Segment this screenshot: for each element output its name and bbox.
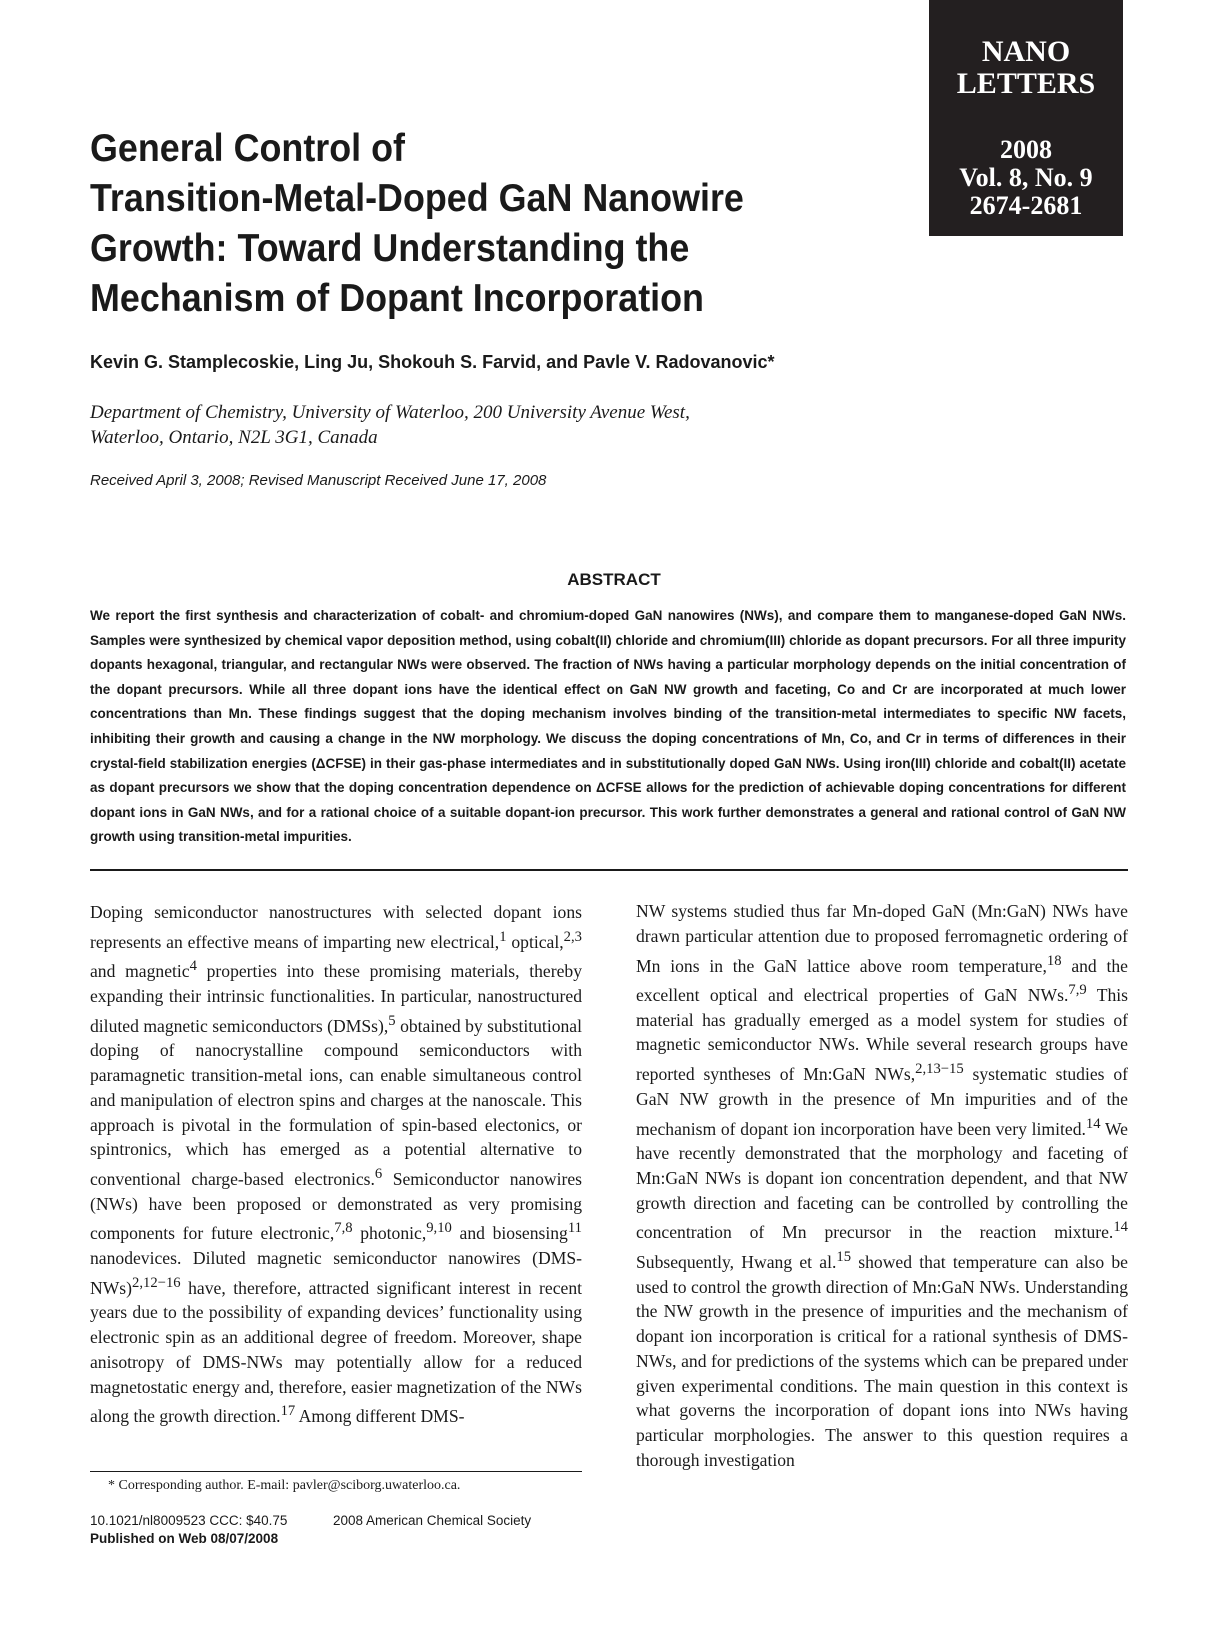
body-text: obtained by substitutional doping of nanocrystalline compound semiconductors with paramagnetic transition-metal ions, can enable simultaneous control and manipulation of electron spins and charges at the nanoscale. This approach is pivotal in the formulation of spin-based electonics, or spintronics, which has emerged as a potential alternative to conventional charge-based electronics. bbox=[90, 1015, 582, 1189]
journal-pages: 2674-2681 bbox=[969, 191, 1083, 220]
body-text: This material has gradually emerged as a model system for studies of magnetic semiconductor NWs. While several research groups have reported syntheses of Mn:GaN NWs, bbox=[636, 984, 1128, 1085]
citation-ref: 9,10 bbox=[426, 1220, 452, 1237]
journal-year: 2008 bbox=[1000, 135, 1052, 164]
body-text: We have recently demonstrated that the morphology and faceting of Mn:GaN NWs is dopant ion concentration dependent, and that NW growth direction and faceting can be controlled by controlling the concentration of Mn precursor in the reaction mixture. bbox=[636, 1118, 1128, 1243]
citation-ref: 2,12−16 bbox=[132, 1274, 181, 1291]
body-text: showed that temperature can also be used to control the growth direction of Mn:GaN NWs. Understanding the NW growth in the presence of impurities and the mechanism of dopant ion incorporation is critical for a rational synthesis of DMS-NWs, and for predictions of the systems which can be prepared under given experimental conditions. The main question in this context is what governs the incorporation of dopant ions into NWs having particular morphologies. The answer to this question requires a thorough investigation bbox=[636, 1251, 1128, 1470]
body-column-right bbox=[636, 899, 1128, 1473]
citation-ref: 6 bbox=[374, 1166, 383, 1183]
author-list: Kevin G. Stamplecoskie, Ling Ju, Shokouh S. Farvid, and Pavle V. Radovanovic* bbox=[90, 352, 775, 372]
doi-text: 10.1021/nl8009523 CCC: $40.75 bbox=[90, 1513, 288, 1528]
received-dates: Received April 3, 2008; Revised Manuscript Received June 17, 2008 bbox=[90, 472, 547, 489]
citation-ref: 2,13−15 bbox=[915, 1061, 964, 1078]
body-text: Semiconductor nanowires (NWs) have been proposed or demonstrated as very promising components for future electronic, bbox=[90, 1168, 583, 1244]
title-line: General Control of bbox=[90, 127, 405, 170]
citation-ref: 2,3 bbox=[563, 928, 582, 945]
affiliation bbox=[90, 400, 850, 450]
abstract-part: We report the first synthesis and characterization of cobalt- and chromium-doped GaN nanowires (NWs), and compare them to manganese-doped GaN NWs. Samples were synthesized by chemical vapor deposition method, using cobalt(II) chloride and chromium(III) chloride as dopant precursors. For all three impurity dopants hexagonal, triangular, and rectangular NWs were observed. The fraction of NWs having a particular morphology depends on the initial concentration of the dopant precursors. While all three dopant ions have the identical effect on GaN NW growth and faceting, Co and Cr are incorporated at much lower concentrations than Mn. These findings suggest that the doping mechanism involves binding of the transition-metal intermediates to specific NW facets, inhibiting their growth and causing a change in the NW morphology. We discuss the doping concentrations of Mn, Co, and Cr in terms of differences in their crystal-field stabilization energies bbox=[90, 608, 1126, 771]
journal-name bbox=[929, 36, 1123, 100]
abstract-text bbox=[90, 604, 1126, 850]
affiliation-line: Department of Chemistry, University of Waterloo, 200 University Avenue West, bbox=[90, 402, 690, 423]
citation-ref: 15 bbox=[836, 1249, 852, 1266]
title-line: Transition-Metal-Doped GaN Nanowire bbox=[90, 177, 744, 220]
body-text: Subsequently, Hwang et al. bbox=[636, 1251, 837, 1272]
body-text: Doping semiconductor nanostructures with selected dopant ions represents an effective means of imparting new electrical, bbox=[90, 902, 582, 952]
body-text: NW systems studied thus far Mn-doped GaN (Mn:GaN) NWs have drawn particular attention due to proposed ferromagnetic ordering of Mn ions in the GaN lattice above room temperature, bbox=[636, 901, 1128, 976]
citation-ref: 18 bbox=[1046, 952, 1062, 969]
body-text: Among different DMS- bbox=[295, 1406, 465, 1427]
journal-volume: Vol. 8, No. 9 bbox=[959, 163, 1093, 192]
body-text: properties into these promising materials, thereby expanding their intrinsic functionalities. In particular, nanostructured diluted magnetic semiconductors (DMSs), bbox=[90, 961, 582, 1036]
citation-ref: 14 bbox=[1085, 1115, 1101, 1132]
citation-ref: 14 bbox=[1113, 1219, 1128, 1236]
body-text: nanodevices. Diluted magnetic semiconductor nanowires (DMS-NWs) bbox=[90, 1248, 582, 1298]
citation-ref: 5 bbox=[388, 1012, 396, 1029]
journal-name-line: LETTERS bbox=[956, 67, 1096, 100]
copyright-notice: 2008 American Chemical Society bbox=[333, 1513, 532, 1528]
citation-ref: 1 bbox=[499, 928, 507, 945]
body-text: photonic, bbox=[352, 1223, 427, 1244]
journal-name-line: NANO bbox=[981, 35, 1071, 68]
footnote-divider bbox=[90, 1471, 582, 1472]
body-text: have, therefore, attracted significant interest in recent years due to the possibility of expanding devices’ functionality using electronic spin as an additional degree of freedom. Moreover, shape anisotropy of DMS-NWs may potentially allow for a reduced magnetostatic energy and, therefore, easier magnetization of the NWs along the growth direction. bbox=[90, 1277, 582, 1427]
article-title bbox=[90, 124, 798, 324]
corresponding-author-footnote: * Corresponding author. E-mail: pavler@sciborg.uwaterloo.ca. bbox=[108, 1478, 461, 1493]
published-date: Published on Web 08/07/2008 bbox=[90, 1531, 279, 1546]
citation-ref: 17 bbox=[280, 1403, 296, 1420]
abstract-divider bbox=[90, 869, 1128, 871]
citation-ref: 11 bbox=[567, 1220, 582, 1237]
title-line: Growth: Toward Understanding the bbox=[90, 227, 690, 270]
body-text: and magnetic bbox=[90, 961, 190, 982]
abstract-part: (ΔCFSE) in their gas-phase intermediates and in substitutionally doped GaN NWs. Using iron(III) chloride and cobalt(II) acetate as dopant precursors we show that the doping concentration dependence on ΔCFSE allows for the prediction of achievable doping concentrations for different dopant ions in GaN NWs, and for a rational choice of a suitable dopant-ion precursor. This work further demonstrates a general and rational control of GaN NW growth using transition-metal impurities. bbox=[90, 755, 1126, 845]
doi-block bbox=[90, 1512, 287, 1548]
body-column-left bbox=[90, 900, 582, 1429]
body-text: and the excellent optical and electrical properties of GaN NWs. bbox=[636, 955, 1128, 1005]
citation-ref: 4 bbox=[189, 958, 197, 975]
affiliation-line: Waterloo, Ontario, N2L 3G1, Canada bbox=[90, 427, 378, 448]
body-text: optical, bbox=[506, 931, 564, 952]
citation-ref: 7,9 bbox=[1068, 982, 1087, 999]
body-text: and biosensing bbox=[451, 1223, 568, 1244]
body-text: systematic studies of GaN NW growth in the presence of Mn impurities and of the mechanism of dopant ion incorporation have been very limited. bbox=[636, 1064, 1128, 1139]
journal-issue bbox=[929, 136, 1123, 220]
title-line: Mechanism of Dopant Incorporation bbox=[90, 277, 704, 320]
journal-badge bbox=[929, 0, 1123, 236]
citation-ref: 7,8 bbox=[334, 1220, 353, 1237]
abstract-heading: ABSTRACT bbox=[567, 570, 661, 589]
